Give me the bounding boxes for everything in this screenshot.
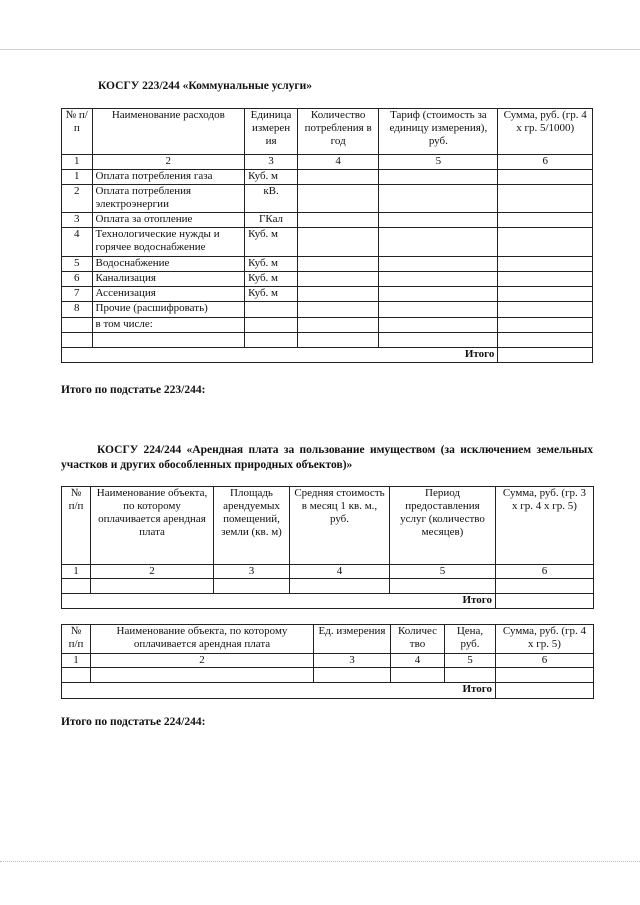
empty-cell[interactable]: [498, 333, 593, 348]
page-bottom-border: [0, 861, 640, 862]
table-header-row: [62, 487, 594, 565]
empty-cell[interactable]: [297, 185, 378, 213]
empty-cell[interactable]: [297, 333, 378, 348]
header-cell: Наименование объекта, по которому оплачивается арендная плата: [91, 487, 214, 565]
page-top-border: [0, 49, 640, 50]
col-number: 2: [92, 155, 245, 170]
total-row: [62, 594, 594, 609]
col-number: 2: [91, 565, 214, 579]
header-cell: Цена, руб.: [445, 625, 496, 654]
empty-cell[interactable]: [379, 170, 498, 185]
empty-cell[interactable]: [91, 668, 314, 683]
empty-cell[interactable]: [498, 228, 593, 257]
row-number: 5: [62, 257, 93, 272]
header-cell: Количество потребления в год: [297, 109, 378, 155]
empty-cell[interactable]: [62, 668, 91, 683]
section-1-title: КОСГУ 223/244 «Коммунальные услуги»: [98, 80, 313, 92]
col-number: 4: [391, 654, 445, 668]
unit-cell: Куб. м: [245, 272, 298, 287]
empty-cell[interactable]: [379, 318, 498, 333]
section-2-title: КОСГУ 224/244 «Арендная плата за пользование имуществом (за исключением земельных участков и других обособленных природных объектов)»: [61, 444, 593, 471]
table-row: [62, 257, 593, 272]
total-label: Итого: [62, 348, 498, 363]
empty-cell[interactable]: [314, 668, 391, 683]
col-number: 1: [62, 654, 91, 668]
row-number: 2: [62, 185, 93, 213]
col-number: 2: [91, 654, 314, 668]
unit-cell: Куб. м: [245, 228, 298, 257]
unit-cell: ГКал: [245, 213, 298, 228]
empty-cell[interactable]: [498, 302, 593, 318]
table-row: [62, 228, 593, 257]
unit-cell: Куб. м: [245, 170, 298, 185]
unit-cell: [245, 302, 298, 318]
empty-cell[interactable]: [391, 668, 445, 683]
total-row: [62, 348, 593, 363]
row-number: [62, 318, 93, 333]
subtotal-224: Итого по подстатье 224/244:: [61, 716, 206, 728]
expense-name: Оплата за отопление: [92, 213, 245, 228]
col-number: 3: [245, 155, 298, 170]
total-value[interactable]: [498, 348, 593, 363]
expense-name: Оплата потребления электроэнергии: [92, 185, 245, 213]
table-row: [62, 333, 593, 348]
empty-cell[interactable]: [297, 170, 378, 185]
header-cell: Сумма, руб. (гр. 3 х гр. 4 х гр. 5): [496, 487, 594, 565]
expense-name: Прочие (расшифровать): [92, 302, 245, 318]
col-number: 5: [390, 565, 496, 579]
empty-cell[interactable]: [498, 318, 593, 333]
column-number-row: [62, 565, 594, 579]
header-cell: № п/п: [62, 487, 91, 565]
empty-cell[interactable]: [245, 333, 298, 348]
col-number: 6: [496, 654, 594, 668]
expense-name: Технологические нужды и горячее водоснабжение: [92, 228, 245, 257]
empty-cell[interactable]: [379, 333, 498, 348]
expense-name: Водоснабжение: [92, 257, 245, 272]
empty-cell[interactable]: [498, 185, 593, 213]
header-cell: № п/п: [62, 625, 91, 654]
header-cell: Ед. измерения: [314, 625, 391, 654]
utilities-table: [61, 108, 593, 363]
empty-cell[interactable]: [379, 185, 498, 213]
table-row: [62, 302, 593, 318]
empty-cell[interactable]: [297, 228, 378, 257]
expense-name: Ассенизация: [92, 287, 245, 302]
col-number: 1: [62, 155, 93, 170]
col-number: 5: [379, 155, 498, 170]
empty-cell[interactable]: [379, 257, 498, 272]
total-label: Итого: [62, 594, 496, 609]
table-row: [62, 318, 593, 333]
empty-cell[interactable]: [379, 228, 498, 257]
row-number: 6: [62, 272, 93, 287]
total-value[interactable]: [496, 683, 594, 699]
unit-cell: Куб. м: [245, 257, 298, 272]
row-number: 4: [62, 228, 93, 257]
rent-table-2: [61, 624, 594, 699]
table-header-row: [62, 109, 593, 155]
header-cell: Средняя стоимость в месяц 1 кв. м., руб.: [290, 487, 390, 565]
header-cell: Сумма, руб. (гр. 4 х гр. 5): [496, 625, 594, 654]
empty-cell[interactable]: [214, 579, 290, 594]
table-row: [62, 185, 593, 213]
col-number: 3: [314, 654, 391, 668]
col-number: 6: [498, 155, 593, 170]
column-number-row: [62, 654, 594, 668]
empty-cell[interactable]: [91, 579, 214, 594]
subtotal-223: Итого по подстатье 223/244:: [61, 384, 206, 396]
empty-cell[interactable]: [297, 213, 378, 228]
empty-cell[interactable]: [498, 170, 593, 185]
row-number: 8: [62, 302, 93, 318]
col-number: 1: [62, 565, 91, 579]
empty-cell[interactable]: [498, 287, 593, 302]
expense-name: Оплата потребления газа: [92, 170, 245, 185]
col-number: 4: [290, 565, 390, 579]
empty-cell[interactable]: [445, 668, 496, 683]
column-number-row: [62, 155, 593, 170]
col-number: 6: [496, 565, 594, 579]
empty-cell[interactable]: [297, 318, 378, 333]
header-cell: Количес тво: [391, 625, 445, 654]
row-number: 3: [62, 213, 93, 228]
table-row: [62, 272, 593, 287]
header-cell: Наименование расходов: [92, 109, 245, 155]
empty-cell[interactable]: [92, 333, 245, 348]
total-label: Итого: [62, 683, 496, 699]
header-cell: Тариф (стоимость за единицу измерения), руб.: [379, 109, 498, 155]
empty-cell[interactable]: [62, 579, 91, 594]
header-cell: Единица измерен ия: [245, 109, 298, 155]
empty-cell[interactable]: [498, 213, 593, 228]
table-header-row: [62, 625, 594, 654]
empty-cell[interactable]: [390, 579, 496, 594]
header-cell: Площадь арендуемых помещений, земли (кв. м): [214, 487, 290, 565]
expense-name: Канализация: [92, 272, 245, 287]
table-row: [62, 287, 593, 302]
header-cell: Сумма, руб. (гр. 4 х гр. 5/1000): [498, 109, 593, 155]
table-row: [62, 579, 594, 594]
empty-cell[interactable]: [379, 287, 498, 302]
row-number: 1: [62, 170, 93, 185]
empty-cell[interactable]: [496, 668, 594, 683]
empty-cell[interactable]: [498, 257, 593, 272]
empty-cell[interactable]: [496, 579, 594, 594]
col-number: 4: [297, 155, 378, 170]
total-value[interactable]: [496, 594, 594, 609]
empty-cell[interactable]: [62, 333, 93, 348]
empty-cell[interactable]: [297, 272, 378, 287]
total-row: [62, 683, 594, 699]
empty-cell[interactable]: [297, 257, 378, 272]
empty-cell[interactable]: [297, 287, 378, 302]
table-row: [62, 668, 594, 683]
col-number: 5: [445, 654, 496, 668]
col-number: 3: [214, 565, 290, 579]
table-row: [62, 170, 593, 185]
empty-cell[interactable]: [379, 272, 498, 287]
row-number: 7: [62, 287, 93, 302]
empty-cell[interactable]: [498, 272, 593, 287]
header-cell: Наименование объекта, по которому оплачивается арендная плата: [91, 625, 314, 654]
empty-cell[interactable]: [297, 302, 378, 318]
unit-cell: [245, 318, 298, 333]
empty-cell[interactable]: [379, 302, 498, 318]
header-cell: Период предоставления услуг (количество месяцев): [390, 487, 496, 565]
header-cell: № п/п: [62, 109, 93, 155]
rent-table-1: [61, 486, 594, 609]
empty-cell[interactable]: [379, 213, 498, 228]
unit-cell: Куб. м: [245, 287, 298, 302]
empty-cell[interactable]: [290, 579, 390, 594]
table-row: [62, 213, 593, 228]
unit-cell: кВ.: [245, 185, 298, 213]
expense-name: в том числе:: [92, 318, 245, 333]
